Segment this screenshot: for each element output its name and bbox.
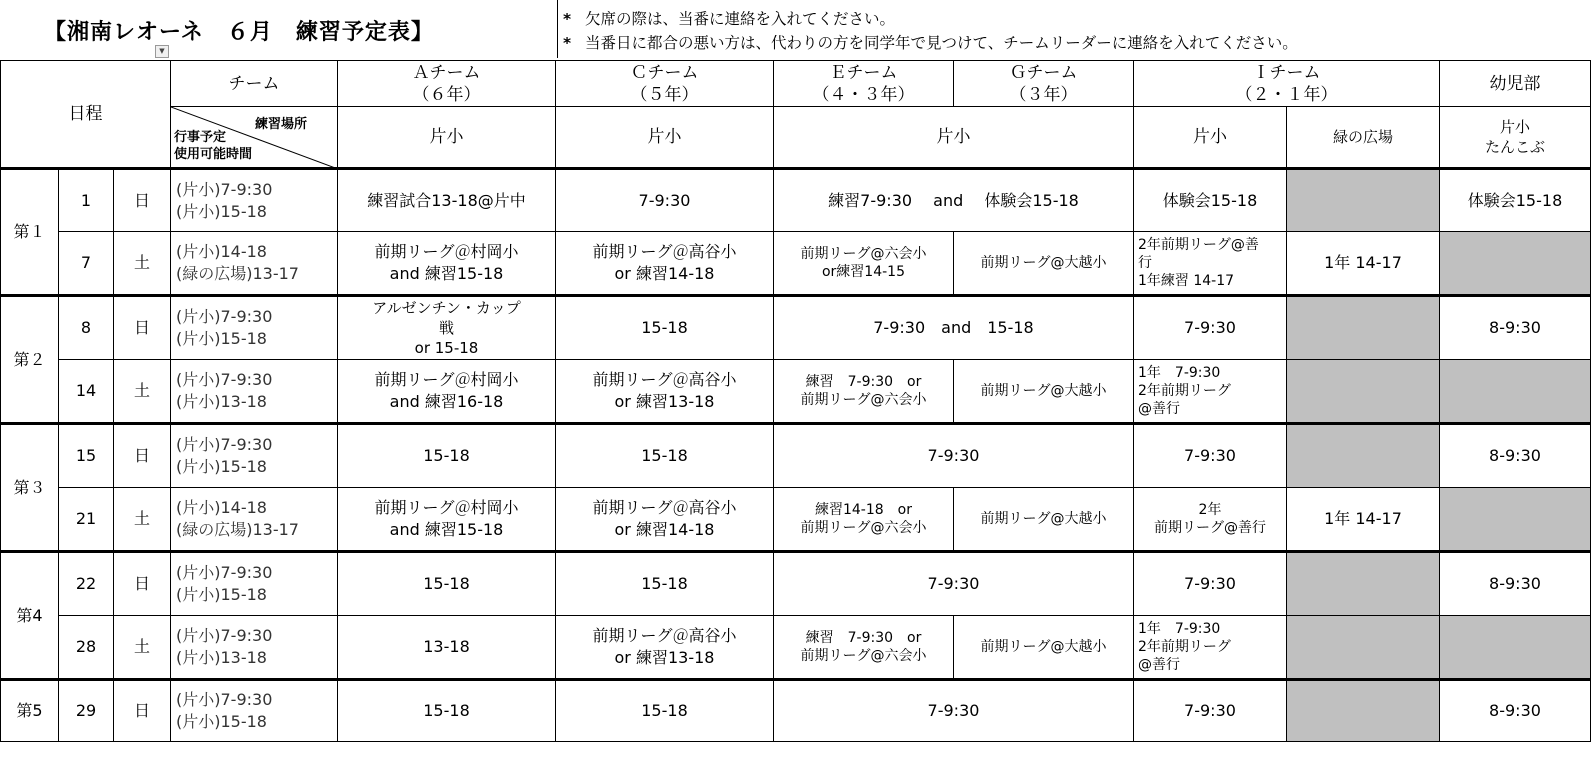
cell-youji[interactable]: 体験会15-18: [1440, 169, 1591, 232]
table-row: [1, 616, 1591, 680]
cell-c[interactable]: 15-18: [556, 296, 774, 360]
weekday-cell[interactable]: 土: [114, 232, 171, 296]
cell-youji[interactable]: 8-9:30: [1440, 552, 1591, 616]
cell-midori[interactable]: [1287, 169, 1440, 232]
cell-i[interactable]: 7-9:30: [1134, 424, 1287, 488]
cell-midori[interactable]: 1年 14-17: [1287, 488, 1440, 552]
table-row: [1, 552, 1591, 616]
event-label: 行事予定 使用可能時間: [174, 130, 253, 162]
header-team-g[interactable]: Ｇチーム （３年）: [954, 61, 1134, 107]
cell-midori[interactable]: [1287, 360, 1440, 424]
schedule-cell[interactable]: (片小)7-9:30 (片小)13-18: [171, 360, 338, 424]
title-cell[interactable]: [0, 0, 558, 58]
cell-i[interactable]: 体験会15-18: [1134, 169, 1287, 232]
header-team[interactable]: チーム: [171, 61, 338, 107]
page-title: 【湘南レオーネ ６月 練習予定表】: [44, 20, 434, 45]
cell-i[interactable]: 2年 前期リーグ@善行: [1134, 488, 1287, 552]
schedule-cell[interactable]: (片小)7-9:30 (片小)15-18: [171, 552, 338, 616]
header-row-places: [1, 107, 1591, 169]
day-cell[interactable]: 7: [59, 232, 114, 296]
cell-c[interactable]: 前期リーグ＠高谷小 or 練習13-18: [556, 360, 774, 424]
header-team-i[interactable]: Ｉチーム （２・１年）: [1134, 61, 1440, 107]
cell-eg[interactable]: 7-9:30: [774, 424, 1134, 488]
schedule-cell[interactable]: (片小)7-9:30 (片小)15-18: [171, 424, 338, 488]
place-label: 練習場所: [254, 117, 307, 132]
weekday-cell[interactable]: 土: [114, 360, 171, 424]
cell-g[interactable]: 前期リーグ@大越小: [954, 616, 1134, 680]
header-diagonal-cell[interactable]: [171, 107, 338, 169]
header-team-c[interactable]: Ｃチーム （５年）: [556, 61, 774, 107]
cell-e[interactable]: 練習 7-9:30 or 前期リーグ@六会小: [774, 616, 954, 680]
cell-g[interactable]: 前期リーグ@大越小: [954, 232, 1134, 296]
place-a[interactable]: 片小: [338, 107, 556, 169]
cell-a[interactable]: 前期リーグ＠村岡小 and 練習15-18: [338, 488, 556, 552]
cell-c[interactable]: 15-18: [556, 552, 774, 616]
cell-a[interactable]: アルゼンチン・カップ 戦 or 15-18: [338, 296, 556, 360]
cell-a[interactable]: 15-18: [338, 424, 556, 488]
cell-e[interactable]: 練習 7-9:30 or 前期リーグ@六会小: [774, 360, 954, 424]
week-label[interactable]: 第4: [1, 552, 59, 680]
cell-eg[interactable]: 7-9:30: [774, 552, 1134, 616]
schedule-table: [0, 60, 1591, 742]
schedule-cell[interactable]: (片小)7-9:30 (片小)15-18: [171, 296, 338, 360]
cell-midori[interactable]: [1287, 424, 1440, 488]
schedule-cell[interactable]: (片小)7-9:30 (片小)15-18: [171, 169, 338, 232]
table-row: [1, 169, 1591, 232]
day-cell[interactable]: 8: [59, 296, 114, 360]
cell-i[interactable]: 7-9:30: [1134, 552, 1287, 616]
week-label[interactable]: 第１: [1, 169, 59, 296]
notes: [563, 7, 1298, 55]
header-row-teams: [1, 61, 1591, 107]
cell-youji[interactable]: [1440, 616, 1591, 680]
schedule-cell[interactable]: (片小)14-18 (緑の広場)13-17: [171, 232, 338, 296]
cell-eg[interactable]: 練習7-9:30 and 体験会15-18: [774, 169, 1134, 232]
place-midori[interactable]: 緑の広場: [1287, 107, 1440, 169]
cell-c[interactable]: 15-18: [556, 680, 774, 742]
cell-e[interactable]: 練習14-18 or 前期リーグ@六会小: [774, 488, 954, 552]
header-team-a[interactable]: Ａチーム （６年）: [338, 61, 556, 107]
cell-eg[interactable]: 7-9:30 and 15-18: [774, 296, 1134, 360]
cell-c[interactable]: 前期リーグ＠高谷小 or 練習14-18: [556, 232, 774, 296]
schedule-cell[interactable]: (片小)7-9:30 (片小)15-18: [171, 680, 338, 742]
cell-youji[interactable]: 8-9:30: [1440, 424, 1591, 488]
place-c[interactable]: 片小: [556, 107, 774, 169]
cell-a[interactable]: 15-18: [338, 552, 556, 616]
weekday-cell[interactable]: 日: [114, 680, 171, 742]
sheet-header: [0, 0, 1596, 60]
weekday-cell[interactable]: 日: [114, 552, 171, 616]
header-team-youji[interactable]: 幼児部: [1440, 61, 1591, 107]
week-label[interactable]: 第5: [1, 680, 59, 742]
cell-a[interactable]: 15-18: [338, 680, 556, 742]
cell-youji[interactable]: 8-9:30: [1440, 680, 1591, 742]
note-item: * 欠席の際は、当番に連絡を入れてください。: [563, 7, 1298, 31]
place-i[interactable]: 片小: [1134, 107, 1287, 169]
day-cell[interactable]: 14: [59, 360, 114, 424]
day-cell[interactable]: 1: [59, 169, 114, 232]
day-cell[interactable]: 22: [59, 552, 114, 616]
header-schedule[interactable]: 日程: [1, 61, 171, 169]
cell-a[interactable]: 前期リーグ＠村岡小 and 練習15-18: [338, 232, 556, 296]
schedule-cell[interactable]: (片小)7-9:30 (片小)13-18: [171, 616, 338, 680]
cell-midori[interactable]: [1287, 552, 1440, 616]
week-label[interactable]: 第２: [1, 296, 59, 424]
table-row: [1, 232, 1591, 296]
cell-c[interactable]: 7-9:30: [556, 169, 774, 232]
cell-midori[interactable]: 1年 14-17: [1287, 232, 1440, 296]
week-label[interactable]: 第３: [1, 424, 59, 552]
cell-i[interactable]: 7-9:30: [1134, 296, 1287, 360]
place-youji[interactable]: 片小 たんこぶ: [1440, 107, 1591, 169]
filter-dropdown-icon[interactable]: ▼: [155, 45, 169, 58]
cell-i[interactable]: 7-9:30: [1134, 680, 1287, 742]
table-row: [1, 680, 1591, 742]
cell-g[interactable]: 前期リーグ@大越小: [954, 360, 1134, 424]
cell-a[interactable]: 練習試合13-18@片中: [338, 169, 556, 232]
cell-a[interactable]: 13-18: [338, 616, 556, 680]
day-cell[interactable]: 21: [59, 488, 114, 552]
cell-i[interactable]: 2年前期リーグ@善 行 1年練習 14-17: [1134, 232, 1287, 296]
schedule-cell[interactable]: (片小)14-18 (緑の広場)13-17: [171, 488, 338, 552]
cell-youji[interactable]: [1440, 232, 1591, 296]
cell-c[interactable]: 前期リーグ＠高谷小 or 練習14-18: [556, 488, 774, 552]
cell-youji[interactable]: [1440, 488, 1591, 552]
header-team-e[interactable]: Ｅチーム （４・３年）: [774, 61, 954, 107]
note-item: * 当番日に都合の悪い方は、代わりの方を同学年で見つけて、チームリーダーに連絡を入れてください。: [563, 31, 1298, 55]
cell-midori[interactable]: [1287, 616, 1440, 680]
asterisk-icon: *: [563, 34, 572, 52]
weekday-cell[interactable]: 日: [114, 296, 171, 360]
cell-youji[interactable]: 8-9:30: [1440, 296, 1591, 360]
table-row: [1, 488, 1591, 552]
table-row: [1, 360, 1591, 424]
weekday-cell[interactable]: 土: [114, 616, 171, 680]
cell-g[interactable]: 前期リーグ@大越小: [954, 488, 1134, 552]
cell-eg[interactable]: 7-9:30: [774, 680, 1134, 742]
cell-youji[interactable]: [1440, 360, 1591, 424]
weekday-cell[interactable]: 土: [114, 488, 171, 552]
cell-a[interactable]: 前期リーグ＠村岡小 and 練習16-18: [338, 360, 556, 424]
weekday-cell[interactable]: 日: [114, 424, 171, 488]
cell-i[interactable]: 1年 7-9:30 2年前期リーグ @善行: [1134, 360, 1287, 424]
day-cell[interactable]: 29: [59, 680, 114, 742]
table-row: [1, 296, 1591, 360]
table-row: [1, 424, 1591, 488]
place-eg[interactable]: 片小: [774, 107, 1134, 169]
asterisk-icon: *: [563, 10, 572, 28]
cell-c[interactable]: 15-18: [556, 424, 774, 488]
cell-midori[interactable]: [1287, 680, 1440, 742]
cell-i[interactable]: 1年 7-9:30 2年前期リーグ @善行: [1134, 616, 1287, 680]
weekday-cell[interactable]: 日: [114, 169, 171, 232]
cell-e[interactable]: 前期リーグ@六会小 or練習14-15: [774, 232, 954, 296]
cell-midori[interactable]: [1287, 296, 1440, 360]
cell-c[interactable]: 前期リーグ＠高谷小 or 練習13-18: [556, 616, 774, 680]
day-cell[interactable]: 15: [59, 424, 114, 488]
day-cell[interactable]: 28: [59, 616, 114, 680]
